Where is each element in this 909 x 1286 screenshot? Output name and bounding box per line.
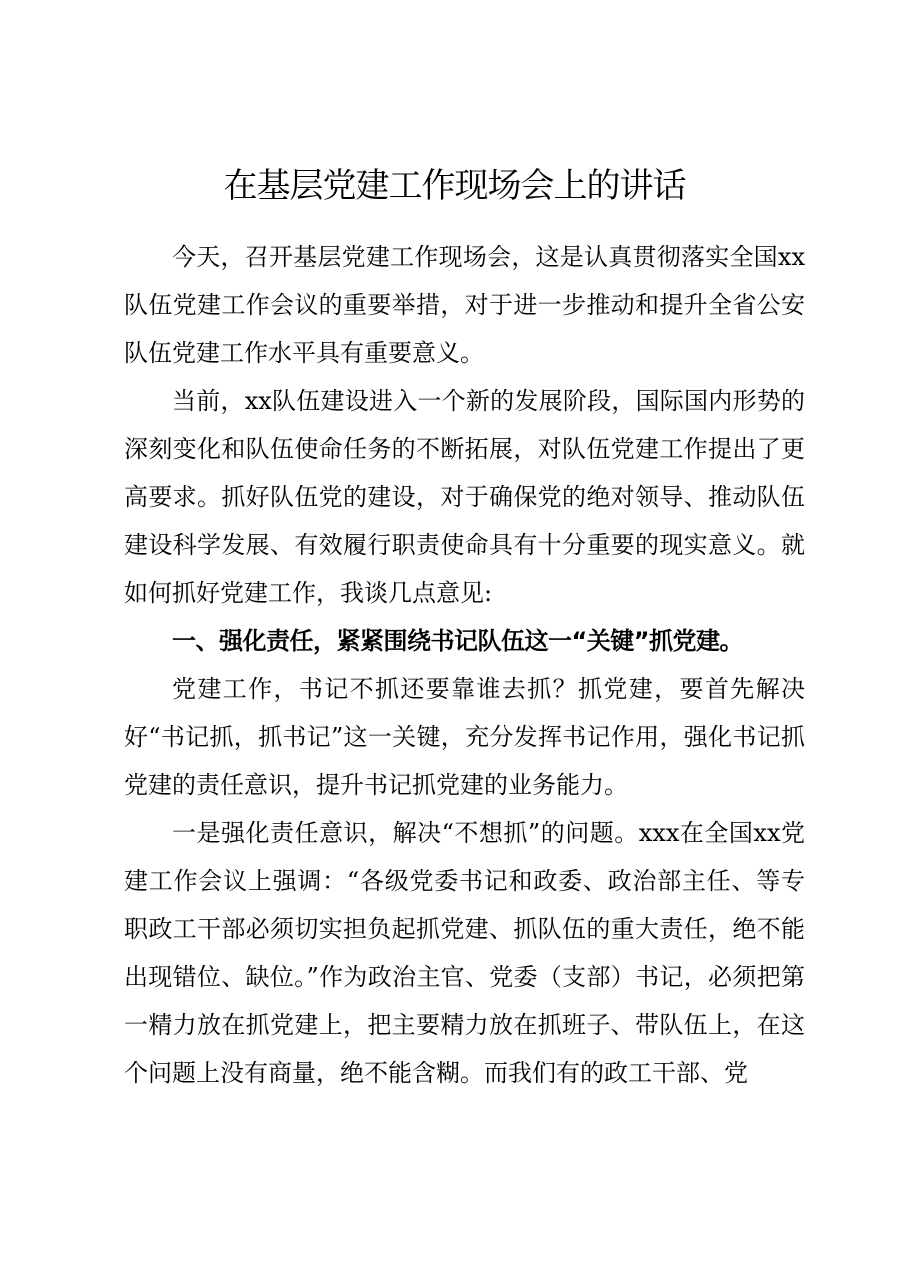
section-heading-1: 一、强化责任，紧紧围绕书记队伍这一“关键”抓党建。: [172, 627, 744, 655]
paragraph-intro: 今天，召开基层党建工作现场会，这是认真贯彻落实全国xx队伍党建工作会议的重要举措，对于进一步推动和提升全省公安队伍党建工作水平具有重要意义。: [124, 243, 805, 367]
paragraph-responsibility: 一是强化责任意识，解决“不想抓”的问题。xxx在全国xx党建工作会议上强调：“各级党委书记和政委、政治部主任、等专职政工干部必须切实担负起抓党建、抓队伍的重大责任，绝不能出现错位、缺位。”作为政治主官、党委（支部）书记，必须把第一精力放在抓党建上，把主要精力放在抓班子、带队伍上，在这个问题上没有商量，绝不能含糊。而我们有的政工干部、党: [124, 819, 805, 1087]
document-title: 在基层党建工作现场会上的讲话: [223, 166, 686, 206]
document-body: [124, 233, 805, 1097]
paragraph-secretary-role: 党建工作，书记不抓还要靠谁去抓？抓党建，要首先解决好“书记抓，抓书记”这一关键，充分发挥书记作用，强化书记抓党建的责任意识，提升书记抓党建的业务能力。: [124, 675, 805, 799]
paragraph-context: 当前，xx队伍建设进入一个新的发展阶段，国际国内形势的深刻变化和队伍使命任务的不断拓展，对队伍党建工作提出了更高要求。抓好队伍党的建设，对于确保党的绝对领导、推动队伍建设科学发展、有效履行职责使命具有十分重要的现实意义。就如何抓好党建工作，我谈几点意见:: [124, 387, 805, 607]
